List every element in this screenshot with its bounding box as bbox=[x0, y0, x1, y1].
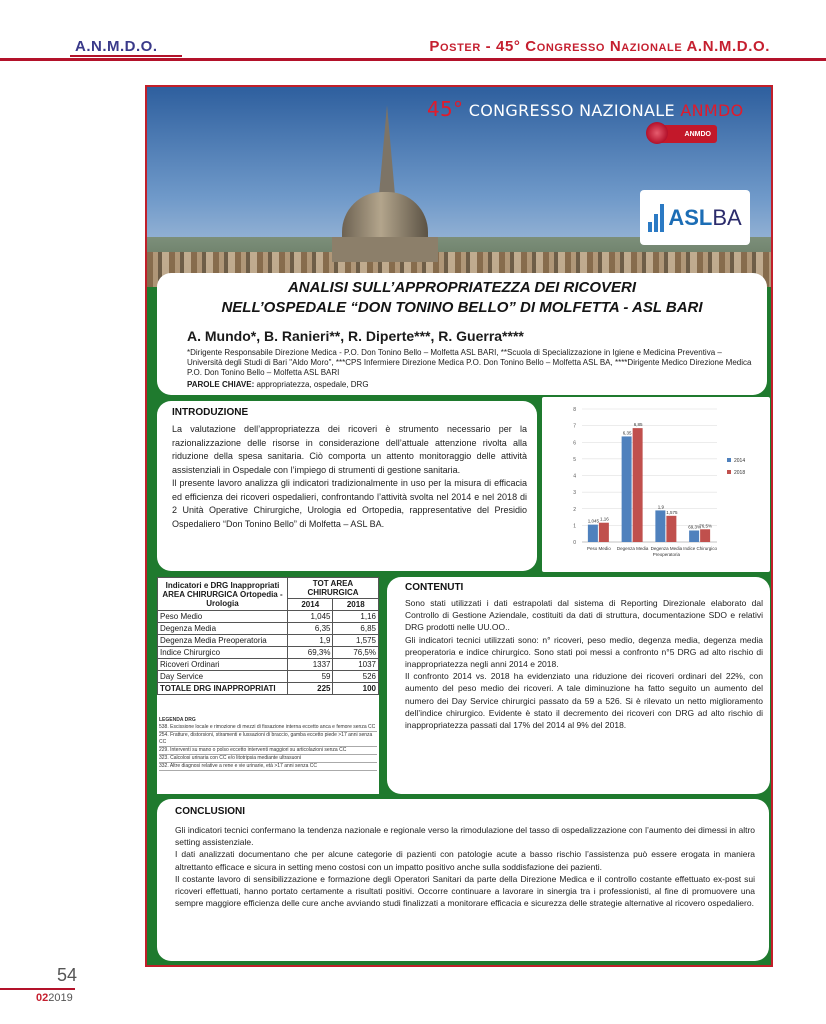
data-label: 1,045 bbox=[587, 518, 600, 524]
table-cell: Peso Medio bbox=[158, 611, 288, 623]
y-tick-label: 8 bbox=[573, 407, 576, 413]
data-label: 76,5% bbox=[699, 523, 713, 529]
table-cell: 1,9 bbox=[288, 635, 333, 647]
table-cell: Indice Chirurgico bbox=[158, 647, 288, 659]
legend-label: 2014 bbox=[734, 458, 746, 464]
anmdo-logo bbox=[652, 125, 717, 143]
table-cell: 69,3% bbox=[288, 647, 333, 659]
footer-rule bbox=[0, 988, 75, 990]
table-year-2014: 2014 bbox=[288, 599, 333, 611]
header-underline bbox=[70, 55, 182, 57]
intro-text bbox=[172, 423, 527, 531]
congress-org: ANMDO bbox=[680, 101, 744, 120]
asl-bars-icon bbox=[648, 204, 664, 232]
table-row bbox=[158, 635, 379, 647]
y-tick-label: 5 bbox=[573, 456, 576, 463]
contenuti-text bbox=[405, 597, 763, 731]
data-label: 1,16 bbox=[599, 516, 609, 522]
table-cell: 76,5% bbox=[333, 647, 379, 659]
x-tick-label: Preoperatoria bbox=[652, 552, 681, 557]
chart-panel bbox=[542, 397, 770, 572]
congress-number: 45° bbox=[427, 97, 464, 121]
bar-2018 bbox=[666, 516, 676, 542]
table-cell: 59 bbox=[288, 671, 333, 683]
table-row bbox=[158, 671, 379, 683]
bar-2018 bbox=[599, 523, 609, 542]
mole-base bbox=[332, 237, 438, 262]
y-tick-label: 4 bbox=[573, 473, 576, 480]
affiliations: *Dirigente Responsabile Direzione Medica - P.O. Don Tonino Bello – Molfetta ASL BARI, **Scuola di Specializzazione in Igiene e Medicina Preventiva – Università degli Studi di Bari "Aldo Moro", ***CPS Infermiere Direzione Medica P.O. Don Tonino Bello – Molfetta ASL BA, ****Dirigente Medico Direzione Medica P.O. Don Tonino Bello – Molfetta ASL BARI bbox=[187, 348, 752, 377]
title-panel bbox=[157, 273, 767, 395]
table-row bbox=[158, 623, 379, 635]
page-number: 54 bbox=[57, 965, 78, 985]
bar-chart bbox=[542, 397, 770, 572]
contenuti-paragraph-2: Gli indicatori tecnici utilizzati sono: n° ricoveri, peso medio, degenza media, degenza media preoperatoria e indice chirurgico. Sono stati poi messi a confronto n°5 DRG ad alto rischio di inappropriatezza negli anni 2014 e 2018. bbox=[405, 634, 763, 670]
data-label: 6,85 bbox=[633, 422, 643, 428]
table-panel bbox=[157, 577, 379, 794]
table-cell: Degenza Media Preoperatoria bbox=[158, 635, 288, 647]
mole-spire bbox=[379, 105, 395, 195]
conclusioni-paragraph-1: Gli indicatori tecnici confermano la tendenza nazionale e regionale verso la rimodulazione del tasso di ospedalizzazione con l’aumento dei dimessi in altro setting assistenziale. bbox=[175, 825, 755, 848]
legend-item: 538. Escissione locale e rimozione di mezzi di fissazione interna eccetto anca e femore senza CC bbox=[159, 724, 376, 730]
poster-title-line2: NELL’OSPEDALE “DON TONINO BELLO” DI MOLFETTA - ASL BARI bbox=[221, 299, 703, 316]
keywords: PAROLE CHIAVE: appropriatezza, ospedale, DRG bbox=[187, 380, 369, 389]
y-tick-label: 6 bbox=[573, 440, 576, 447]
poster-title-line1: ANALISI SULL’APPROPRIATEZZA DEI RICOVERI bbox=[287, 279, 637, 296]
contenuti-paragraph-3: Il confronto 2014 vs. 2018 ha evidenziato una riduzione dei ricoveri ordinari del 22%, con aumento del peso medio dei ricoveri. A tale diminuzione ha fatto seguito un aumento del numero dei Day Service chirurgici passato da 59 a 526. Si è rilevato un netto miglioramento dell’indice chirurgico. Evidente è stato il decremento dei ricoveri con DRG ad alto rischio di inappropriatezza passati dal 17% del 2014 al 9% del 2018. bbox=[405, 671, 763, 731]
y-tick-label: 0 bbox=[573, 540, 576, 546]
data-label: 1,575 bbox=[666, 509, 678, 515]
intro-paragraph-1: La valutazione dell’appropriatezza dei ricoveri è strumento necessario per la razionalizzazione delle risorse in considerazione dell’attuale attenzione rivolta alla riduzione della spesa sanitaria. Ciò comporta un attento monitoraggio delle attività assistenziali in Ospedale con l’impiego di strumenti di gestione sanitaria. bbox=[172, 424, 527, 475]
table-cell: 1,575 bbox=[333, 635, 379, 647]
table-head-label: Indicatori e DRG Inappropriati AREA CHIRURGICA Ortopedia - Urologia bbox=[158, 578, 288, 611]
asl-logo-text: ASLBA bbox=[668, 204, 742, 230]
conclusioni-heading: CONCLUSIONI bbox=[175, 806, 245, 817]
x-tick-label: Degenza Media bbox=[650, 546, 683, 551]
intro-paragraph-2: Il presente lavoro analizza gli indicatori tradizionalmente in uso per la misura di efficacia ed efficienza dei ricoveri ospedalieri, confrontando l’attività svolta nel 2014 e nel 2018 di 2 Unità Operative Chirurgiche, Urologia ed Ortopedia, rappresentative del Presidio Ospedaliero “Don Tonino Bello” di Molfetta – ASL BA. bbox=[172, 478, 527, 529]
x-tick-label: Degenza Media bbox=[616, 546, 649, 551]
y-tick-label: 3 bbox=[573, 490, 576, 497]
table-row bbox=[158, 659, 379, 671]
conclusioni-panel bbox=[157, 799, 769, 961]
drg-legend bbox=[159, 717, 377, 771]
section-title: Poster - 45° Congresso Nazionale A.N.M.D.O. bbox=[429, 38, 770, 55]
table-head-group: TOT AREA CHIRURGICA bbox=[288, 578, 379, 599]
legend-item: 332. Altre diagnosi relative a rene e vie urinarie, età >17 anni senza CC bbox=[159, 763, 377, 771]
table-cell: 1,16 bbox=[333, 611, 379, 623]
bar-2014 bbox=[622, 436, 632, 542]
legend-swatch bbox=[727, 458, 731, 462]
contenuti-panel bbox=[387, 577, 770, 794]
intro-panel bbox=[157, 401, 537, 571]
legend-item: 323. Calcolosi urinaria con CC e/o litotripsia mediante ultrasuoni bbox=[159, 755, 377, 763]
x-tick-label: Indice Chirurgico bbox=[683, 546, 718, 551]
table-cell: TOTALE DRG INAPPROPRIATI bbox=[158, 683, 288, 695]
table-cell: 1337 bbox=[288, 659, 333, 671]
conclusioni-paragraph-2: I dati analizzati documentano che per alcune categorie di pazienti con patologie acute a basso rischio l’assistenza può essere erogata in maniera altrettanto efficace e sicura in setting meno costosi con un impatto positivo anche sulla soddisfazione dei pazienti. bbox=[175, 849, 755, 872]
table-cell: 6,35 bbox=[288, 623, 333, 635]
drg-table bbox=[157, 577, 379, 695]
anmdo-flower-icon bbox=[646, 122, 668, 144]
poster bbox=[145, 85, 773, 967]
asl-ba-logo bbox=[640, 190, 750, 245]
table-cell: 1,045 bbox=[288, 611, 333, 623]
table-cell: 100 bbox=[333, 683, 379, 695]
authors: A. Mundo*, B. Ranieri**, R. Diperte***, R. Guerra**** bbox=[187, 328, 524, 344]
y-tick-label: 7 bbox=[573, 423, 576, 430]
intro-heading: INTRODUZIONE bbox=[172, 407, 249, 418]
table-cell: Ricoveri Ordinari bbox=[158, 659, 288, 671]
header-rule bbox=[0, 58, 826, 61]
table-cell: 526 bbox=[333, 671, 379, 683]
journal-name: A.N.M.D.O. bbox=[75, 38, 158, 55]
table-cell: 1037 bbox=[333, 659, 379, 671]
y-tick-label: 2 bbox=[573, 506, 576, 513]
data-label: 1,9 bbox=[657, 504, 665, 510]
data-label: 6,35 bbox=[622, 430, 632, 436]
congress-title bbox=[427, 97, 743, 121]
table-row bbox=[158, 683, 379, 695]
legend-item: 229. Interventi su mano o polso eccetto interventi maggiori su articolazioni senza CC bbox=[159, 747, 377, 755]
table-row bbox=[158, 647, 379, 659]
table-cell: Day Service bbox=[158, 671, 288, 683]
legend-label: 2018 bbox=[734, 470, 746, 476]
contenuti-paragraph-1: Sono stati utilizzati i dati estrapolati dal sistema di Reporting Direzionale elaborato dal Controllo di Gestione Aziendale, costituiti da dati di struttura, documentazione SDO e relativi DRG prodotti nelle UU.OO.. bbox=[405, 598, 763, 633]
legend-title: LEGENDA DRG bbox=[159, 717, 196, 723]
anmdo-logo-text: ANMDO bbox=[684, 130, 711, 138]
bar-2014 bbox=[655, 510, 665, 542]
bar-2014 bbox=[689, 530, 699, 542]
table-cell: 6,85 bbox=[333, 623, 379, 635]
congress-text: CONGRESSO NAZIONALE bbox=[468, 101, 675, 120]
issue-label: 022019 bbox=[36, 992, 73, 1004]
bar-2018 bbox=[633, 428, 643, 542]
bar-2014 bbox=[588, 525, 598, 542]
x-tick-label: Peso Medio bbox=[586, 546, 611, 551]
legend-swatch bbox=[727, 470, 731, 474]
table-row bbox=[158, 611, 379, 623]
contenuti-heading: CONTENUTI bbox=[405, 582, 464, 593]
y-tick-label: 1 bbox=[573, 523, 576, 530]
legend-item: 254. Fratture, distorsioni, stiramenti e lussazioni di braccio, gamba eccetto piede >17 anni senza CC bbox=[159, 732, 377, 747]
conclusioni-paragraph-3: Il costante lavoro di sensibilizzazione e formazione degli Operatori Sanitari da parte della Direzione Medica e il controllo costante effettuato ex-post sui ricoveri effettuati, hanno portato certamente a risultati positivi. Occorre continuare a lavorare in sinergia tra i professionisti, al fine di promuovere una sempre maggiore efficienza delle cure anche avviando studi finalizzati a monitorare efficacia e sicurezza delle strategie alternative al ricovero ospedaliero. bbox=[175, 873, 755, 909]
conclusioni-text bbox=[175, 824, 755, 909]
table-cell: Degenza Media bbox=[158, 623, 288, 635]
table-year-2018: 2018 bbox=[333, 599, 379, 611]
data-label: 69,3% bbox=[688, 524, 702, 530]
table-cell: 225 bbox=[288, 683, 333, 695]
bar-2018 bbox=[700, 529, 710, 542]
